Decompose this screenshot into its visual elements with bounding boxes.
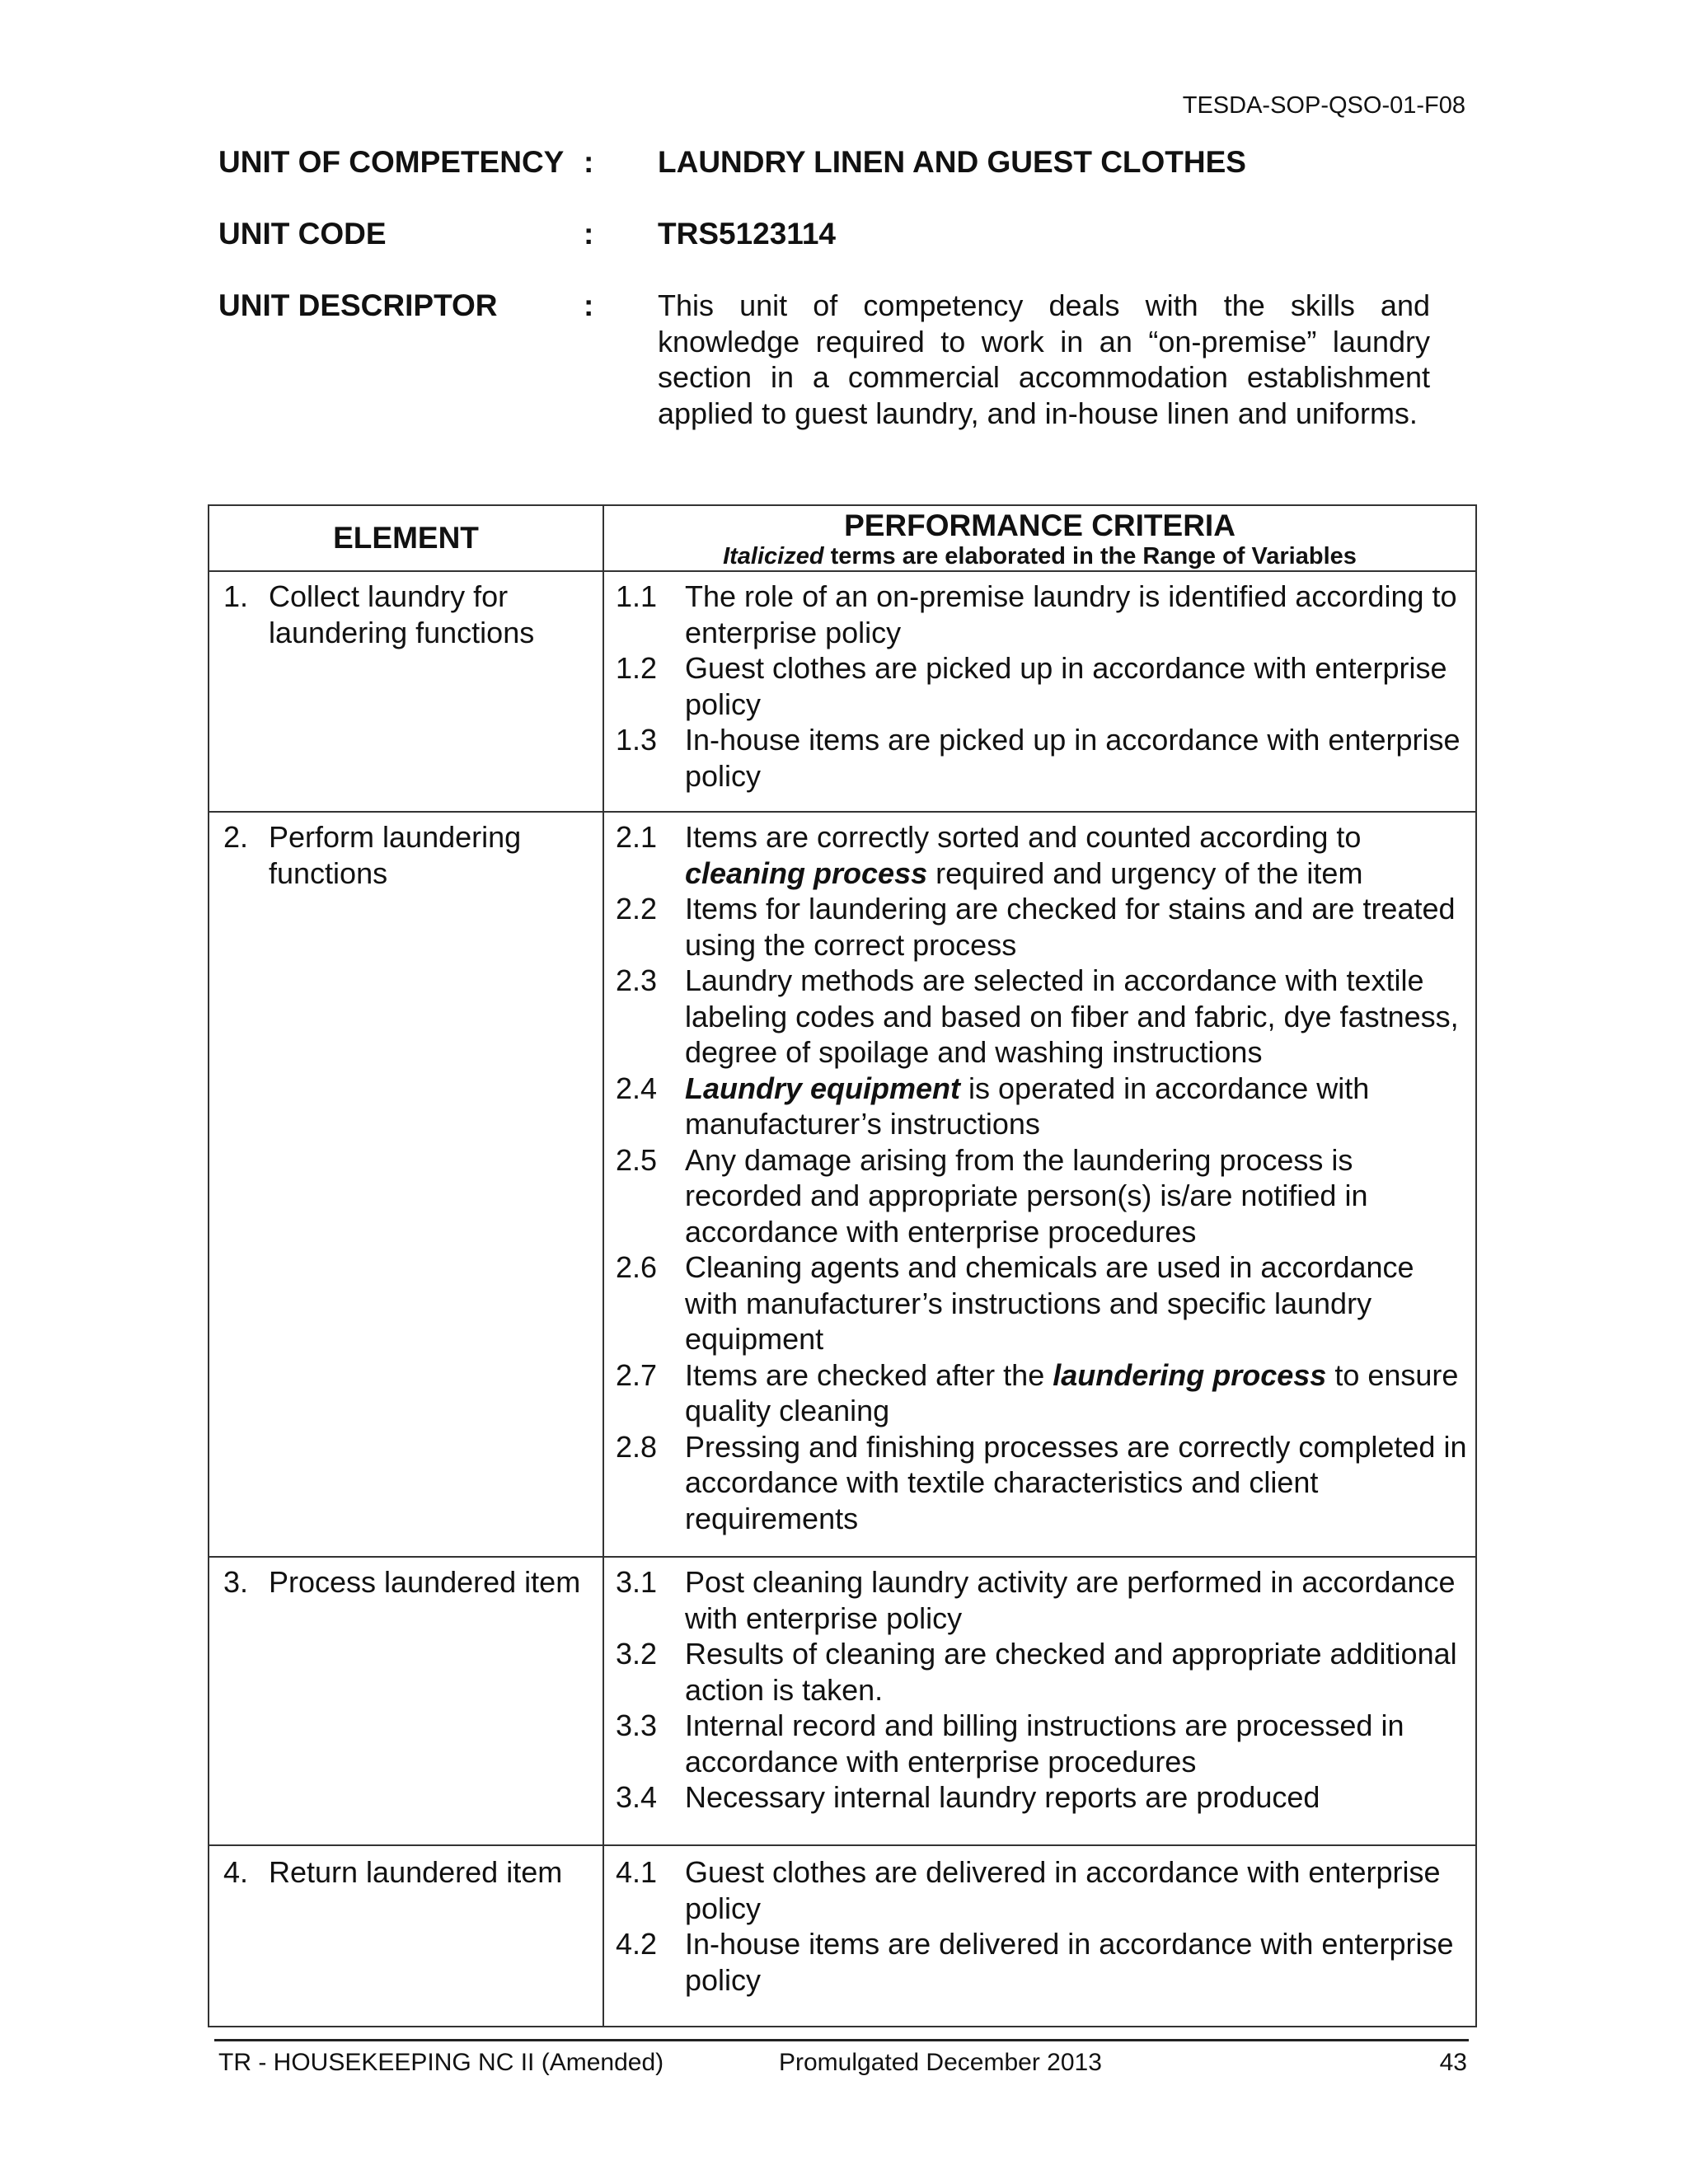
italicized-word: Italicized [723, 543, 824, 569]
criterion-item [604, 1071, 1467, 1142]
criterion-text: Guest clothes are picked up in accordance with enterprise policy [685, 651, 1447, 721]
criterion-number: 2.3 [616, 963, 658, 997]
criterion-text [685, 1071, 1467, 1142]
table-row [209, 812, 1476, 1557]
criterion-text: Cleaning agents and chemicals are used in accordance with manufacturer’s instructions and specific laundry equipment [685, 1250, 1414, 1356]
criterion-number: 3.3 [616, 1708, 658, 1742]
criteria-header-note [604, 542, 1475, 570]
criterion-text: Internal record and billing instructions are processed in accordance with enterprise procedures [685, 1708, 1404, 1779]
criterion-number: 3.4 [616, 1780, 658, 1814]
unit-descriptor-value: This unit of competency deals with the skills and knowledge required to work in an “on-premise” laundry section in a commercial accommodation establishment applied to guest laundry, and in-house linen and uniforms. [658, 288, 1430, 430]
criteria-cell [603, 1845, 1476, 2027]
criterion-text: Items for laundering are checked for stains and are treated using the correct process [685, 892, 1456, 962]
range-of-variables-term: cleaning process [685, 855, 928, 890]
element-item [209, 819, 603, 891]
element-text: Perform laundering functions [269, 820, 522, 890]
unit-of-competency-row [218, 144, 1434, 216]
criterion-text: In-house items are picked up in accordance with enterprise policy [685, 723, 1461, 793]
criterion-item [604, 1357, 1467, 1429]
element-number: 1. [223, 579, 249, 613]
colon: : [584, 217, 594, 251]
criterion-number: 1.3 [616, 723, 658, 757]
criteria-cell [603, 812, 1476, 1557]
criterion-number: 2.1 [616, 820, 658, 854]
criterion-text: Necessary internal laundry reports are produced [685, 1780, 1320, 1814]
performance-criteria-table [208, 504, 1477, 2027]
criterion-text: Laundry methods are selected in accordance with textile labeling codes and based on fiber and fabric, dye fastness, degree of spoilage and washing instructions [685, 963, 1459, 1069]
criterion-item [604, 1636, 1467, 1708]
criteria-list [604, 819, 1475, 1536]
element-text: Collect laundry for laundering functions [269, 579, 535, 649]
criterion-item [604, 1249, 1467, 1357]
criterion-item [604, 1854, 1467, 1926]
criterion-number: 2.4 [616, 1071, 658, 1105]
footer-promulgated: Promulgated December 2013 [779, 2049, 1102, 2076]
criterion-number: 2.6 [616, 1250, 658, 1284]
criterion-text: Results of cleaning are checked and appropriate additional action is taken. [685, 1637, 1457, 1707]
range-of-variables-term: laundering process [1053, 1357, 1327, 1392]
criterion-text [685, 1357, 1467, 1429]
element-item [209, 579, 603, 650]
criterion-text-after: required and urgency of the item [927, 855, 1363, 890]
criterion-text: Pressing and finishing processes are correctly completed in accordance with textile characteristics and client requirements [685, 1429, 1467, 1535]
criteria-header-title: PERFORMANCE CRITERIA [844, 509, 1236, 542]
criterion-text: Post cleaning laundry activity are performed in accordance with enterprise policy [685, 1565, 1456, 1635]
criterion-item [604, 579, 1467, 650]
criterion-text-before: Items are correctly sorted and counted according to [685, 820, 1362, 854]
page-number: 43 [1439, 2049, 1467, 2076]
element-cell [209, 1557, 603, 1845]
criterion-number: 2.8 [616, 1429, 658, 1464]
criterion-number: 2.2 [616, 892, 658, 926]
criterion-item [604, 1564, 1467, 1636]
criteria-note-text: terms are elaborated in the Range of Variables [823, 543, 1357, 569]
footer-divider [214, 2039, 1469, 2041]
element-cell [209, 1845, 603, 2027]
unit-header [218, 144, 1434, 431]
footer-title: TR - HOUSEKEEPING NC II (Amended) [218, 2049, 664, 2076]
criteria-column-header [603, 505, 1476, 571]
unit-of-competency-value: LAUNDRY LINEN AND GUEST CLOTHES [658, 145, 1246, 179]
criteria-list [604, 1854, 1475, 1998]
criterion-item [604, 1779, 1467, 1816]
element-number: 3. [223, 1565, 249, 1599]
criterion-text-before: Items are checked after the [685, 1357, 1053, 1392]
unit-descriptor-row [218, 288, 1434, 431]
criterion-item [604, 891, 1467, 963]
criteria-cell [603, 571, 1476, 812]
element-column-header: ELEMENT [209, 505, 603, 571]
criterion-item [604, 963, 1467, 1071]
criterion-item [604, 722, 1467, 794]
criterion-number: 3.1 [616, 1565, 658, 1599]
colon: : [584, 145, 594, 179]
criteria-cell [603, 1557, 1476, 1845]
criterion-number: 2.7 [616, 1357, 658, 1392]
criterion-text-after: is operated in accordance with manufacturer’s instructions [685, 1071, 1370, 1141]
element-number: 4. [223, 1855, 249, 1889]
unit-of-competency-label: UNIT OF COMPETENCY [218, 145, 565, 179]
element-cell [209, 812, 603, 1557]
criterion-number: 4.2 [616, 1927, 658, 1961]
table-row [209, 1557, 1476, 1845]
criterion-number: 2.5 [616, 1142, 658, 1177]
criterion-number: 4.1 [616, 1855, 658, 1889]
colon: : [584, 288, 594, 322]
element-number: 2. [223, 820, 249, 854]
unit-code-label: UNIT CODE [218, 217, 387, 251]
criterion-text: In-house items are delivered in accordance with enterprise policy [685, 1927, 1454, 1997]
criterion-number: 1.1 [616, 579, 658, 613]
element-item [209, 1854, 603, 1891]
range-of-variables-term: Laundry equipment [685, 1071, 961, 1105]
criterion-item [604, 1926, 1467, 1998]
criterion-text-after: to ensure quality cleaning [685, 1357, 1459, 1427]
criterion-item [604, 819, 1467, 891]
element-item [209, 1564, 603, 1601]
table-header-row [209, 505, 1476, 571]
unit-code-value: TRS5123114 [658, 217, 837, 251]
element-text: Process laundered item [269, 1565, 581, 1599]
criterion-number: 3.2 [616, 1637, 658, 1671]
criterion-text: The role of an on-premise laundry is identified according to enterprise policy [685, 579, 1457, 649]
criterion-item [604, 1142, 1467, 1250]
criterion-number: 1.2 [616, 651, 658, 685]
unit-code-row [218, 216, 1434, 288]
element-text: Return laundered item [269, 1855, 563, 1889]
document-code: TESDA-SOP-QSO-01-F08 [1182, 92, 1465, 119]
unit-descriptor-label: UNIT DESCRIPTOR [218, 288, 498, 322]
criterion-text: Guest clothes are delivered in accordance with enterprise policy [685, 1855, 1441, 1925]
criteria-list [604, 1564, 1475, 1816]
criterion-text: Any damage arising from the laundering process is recorded and appropriate person(s) is/are notified in accordance with enterprise procedures [685, 1142, 1368, 1249]
table-row [209, 1845, 1476, 2027]
criteria-list [604, 579, 1475, 794]
criterion-item [604, 650, 1467, 722]
element-cell [209, 571, 603, 812]
criterion-text [685, 819, 1467, 891]
table-row [209, 571, 1476, 812]
criterion-item [604, 1708, 1467, 1779]
criterion-item [604, 1429, 1467, 1537]
